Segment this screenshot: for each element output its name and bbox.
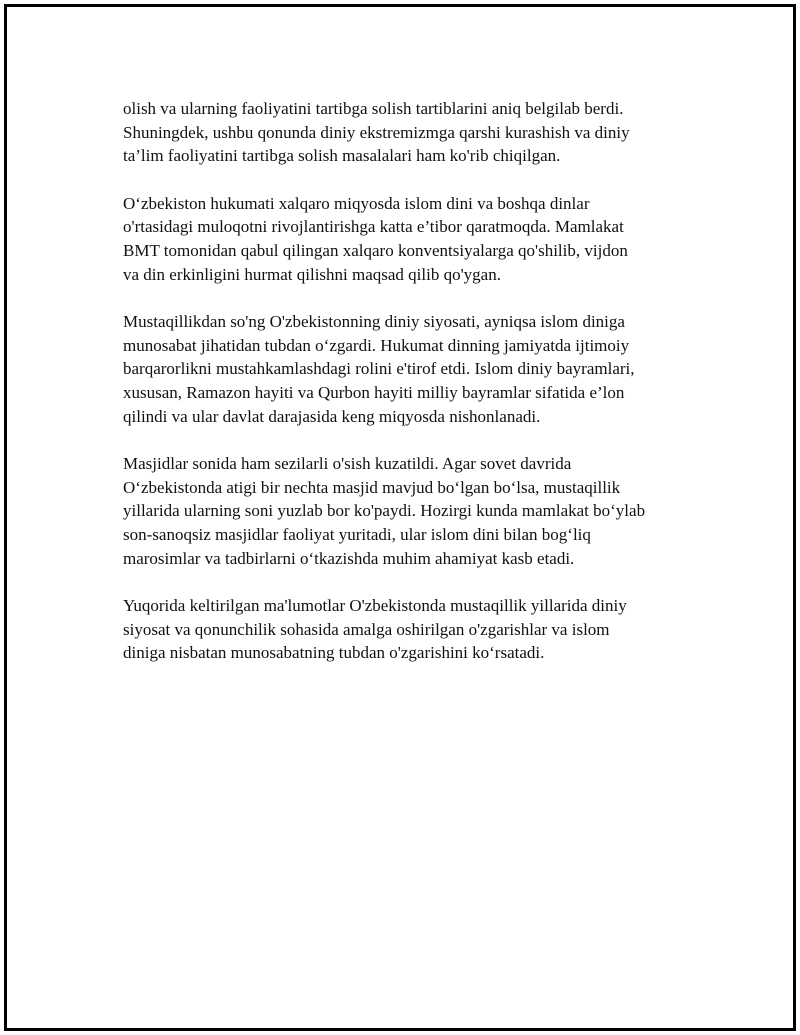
text-line: son-sanoqsiz masjidlar faoliyat yuritadi, ular islom dini bilan bog‘liq [123,525,591,545]
text-line: xususan, Ramazon hayiti va Qurbon hayiti milliy bayramlar sifatida e’lon [123,383,625,403]
text-line: munosabat jihatidan tubdan o‘zgardi. Hukumat dinning jamiyatda ijtimoiy [123,335,630,355]
text-line: yillarida ularning soni yuzlab bor ko'paydi. Hozirgi kunda mamlakat bo‘ylab [123,501,646,521]
text-line: olish va ularning faoliyatini tartibga solish tartiblarini aniq belgilab berdi. [123,99,624,118]
text-line: qilindi va ular davlat darajasida keng miqyosda nishonlanadi. [123,406,541,426]
text-line: ta’lim faoliyatini tartibga solish masalalari ham ko'rib chiqilgan. [123,146,561,166]
text-line: va din erkinligini hurmat qilishni maqsad qilib qo'ygan. [123,264,501,284]
text-line: Mustaqillikdan so'ng O'zbekistonning diniy siyosati, ayniqsa islom diniga [123,311,625,331]
text-line: Yuqorida keltirilgan ma'lumotlar O'zbekistonda mustaqillik yillarida diniy [123,595,627,615]
paragraph-1 [123,97,713,168]
text-line: O‘zbekistonda atigi bir nechta masjid mavjud bo‘lgan bo‘lsa, mustaqillik [123,477,621,497]
text-line: BMT tomonidan qabul qilingan xalqaro konventsiyalarga qo'shilib, vijdon [123,241,628,261]
text-line: siyosat va qonunchilik sohasida amalga oshirilgan o'zgarishlar va islom [123,619,610,639]
text-line: barqarorlikni mustahkamlashdagi rolini e'tirof etdi. Islom diniy bayramlari, [123,359,635,379]
text-line: o'rtasidagi muloqotni rivojlantirishga katta e’tibor qaratmoqda. Mamlakat [123,217,624,237]
paragraph-2 [123,192,713,287]
paragraph-3 [123,310,713,429]
document-body [123,97,713,689]
text-line: Shuningdek, ushbu qonunda diniy ekstremizmga qarshi kurashish va diniy [123,122,630,142]
page-border [4,4,796,1031]
text-line: diniga nisbatan munosabatning tubdan o'zgarishini ko‘rsatadi. [123,643,545,663]
text-line: marosimlar va tadbirlarni o‘tkazishda muhim ahamiyat kasb etadi. [123,548,575,568]
text-line: O‘zbekiston hukumati xalqaro miqyosda islom dini va boshqa dinlar [123,193,590,213]
paragraph-5 [123,594,713,665]
paragraph-4 [123,452,713,571]
text-line: Masjidlar sonida ham sezilarli o'sish kuzatildi. Agar sovet davrida [123,453,572,473]
